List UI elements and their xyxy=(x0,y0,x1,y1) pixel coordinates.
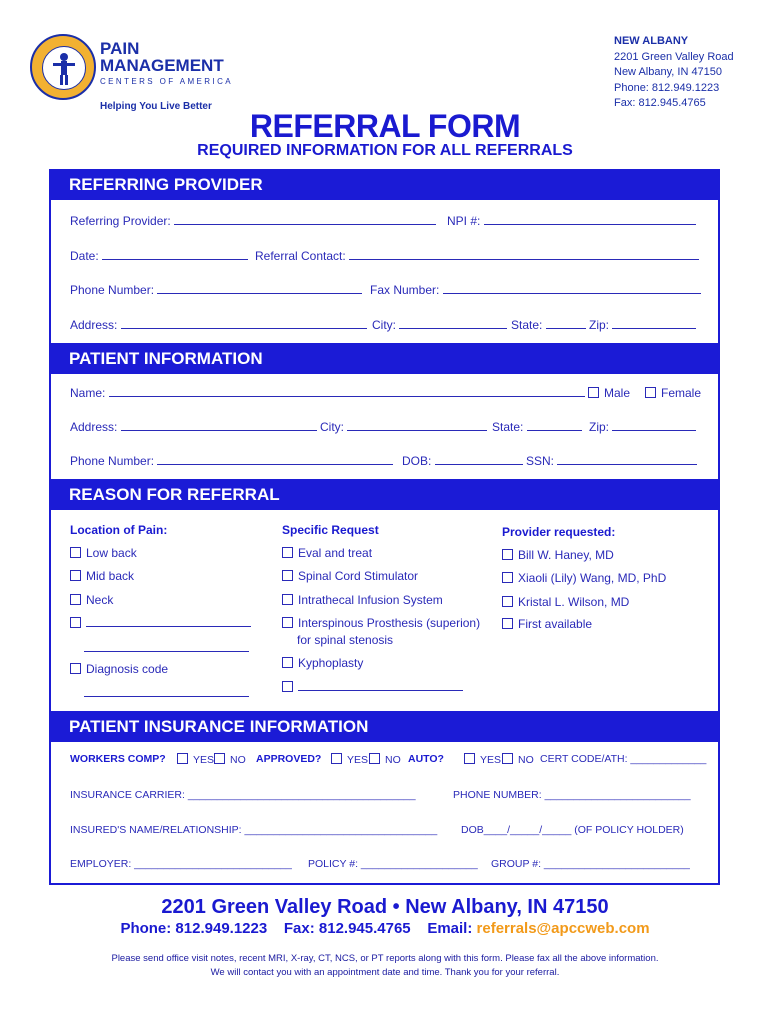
checkbox-icon xyxy=(502,618,513,629)
neck-checkbox[interactable]: Neck xyxy=(70,593,113,607)
patient-city-field[interactable]: City: xyxy=(320,420,487,434)
policy-number-field[interactable]: POLICY #: ____________________ xyxy=(308,858,478,870)
form-title: REFERRAL FORM xyxy=(249,108,521,144)
provider-zip-field[interactable]: Zip: xyxy=(589,318,696,332)
checkbox-icon xyxy=(177,753,188,764)
section-insurance-information: PATIENT INSURANCE INFORMATION xyxy=(49,711,720,742)
checkbox-icon xyxy=(282,617,293,628)
female-checkbox[interactable]: Female xyxy=(645,386,701,400)
footer-contact: Phone: 812.949.1223 Fax: 812.945.4765 Email: referrals@apccweb.com xyxy=(120,920,650,937)
workers-comp-no[interactable]: NO xyxy=(214,753,246,766)
kyphoplasty-checkbox[interactable]: Kyphoplasty xyxy=(282,656,363,670)
checkbox-icon xyxy=(502,572,513,583)
low-back-checkbox[interactable]: Low back xyxy=(70,546,137,560)
logo-subtitle: CENTERS OF AMERICA xyxy=(100,77,233,86)
email-link[interactable]: referrals@apccweb.com xyxy=(476,920,650,937)
section-patient-information: PATIENT INFORMATION xyxy=(49,343,720,374)
eval-treat-checkbox[interactable]: Eval and treat xyxy=(282,546,372,560)
form-subtitle: REQUIRED INFORMATION FOR ALL REFERRALS xyxy=(197,142,573,159)
patient-zip-field[interactable]: Zip: xyxy=(589,420,696,434)
checkbox-icon xyxy=(70,617,81,628)
provider-requested-heading: Provider requested: xyxy=(502,525,616,539)
office-address: NEW ALBANY 2201 Green Valley Road New Albany, IN 47150 Phone: 812.949.1223 Fax: 812.945.4765 xyxy=(614,35,734,109)
insurance-carrier-field[interactable]: INSURANCE CARRIER: _______________________________________ xyxy=(70,789,416,801)
other-location-line[interactable] xyxy=(84,641,249,655)
approved-label: APPROVED? xyxy=(256,753,322,765)
provider-address-field[interactable]: Address: xyxy=(70,318,367,332)
interspinous-prosthesis-checkbox[interactable]: Interspinous Prosthesis (superion) xyxy=(282,616,480,630)
checkbox-icon xyxy=(214,753,225,764)
patient-phone-field[interactable]: Phone Number: xyxy=(70,454,393,468)
other-request-checkbox[interactable] xyxy=(282,680,463,694)
tagline: Helping You Live Better xyxy=(100,101,212,112)
auto-label: AUTO? xyxy=(408,753,444,765)
carrier-phone-field[interactable]: PHONE NUMBER: _________________________ xyxy=(453,789,691,801)
checkbox-icon xyxy=(502,596,513,607)
location-of-pain-heading: Location of Pain: xyxy=(70,523,168,537)
checkbox-icon xyxy=(282,657,293,668)
section-referring-provider: REFERRING PROVIDER xyxy=(49,169,720,200)
provider-state-field[interactable]: State: xyxy=(511,318,586,332)
provider-wilson-checkbox[interactable]: Kristal L. Wilson, MD xyxy=(502,595,629,609)
approved-no[interactable]: NO xyxy=(369,753,401,766)
interspinous-prosthesis-cont: for spinal stenosis xyxy=(297,633,394,647)
specific-request-heading: Specific Request xyxy=(282,523,379,537)
checkbox-icon xyxy=(70,594,81,605)
npi-field[interactable]: NPI #: xyxy=(447,214,696,228)
patient-address-field[interactable]: Address: xyxy=(70,420,317,434)
mid-back-checkbox[interactable]: Mid back xyxy=(70,569,134,583)
logo-emblem xyxy=(30,34,96,100)
checkbox-icon xyxy=(282,594,293,605)
group-number-field[interactable]: GROUP #: _________________________ xyxy=(491,858,690,870)
workers-comp-yes[interactable]: YES xyxy=(177,753,214,766)
other-location-checkbox[interactable] xyxy=(70,616,251,630)
checkbox-icon xyxy=(282,547,293,558)
logo-title: PAIN MANAGEMENT xyxy=(100,39,224,75)
checkbox-icon xyxy=(502,549,513,560)
checkbox-icon xyxy=(502,753,513,764)
approved-yes[interactable]: YES xyxy=(331,753,368,766)
checkbox-icon xyxy=(588,387,599,398)
fax-number-field[interactable]: Fax Number: xyxy=(370,283,701,297)
diagnosis-code-line[interactable] xyxy=(84,686,249,700)
checkbox-icon xyxy=(282,570,293,581)
referral-contact-field[interactable]: Referral Contact: xyxy=(255,249,699,263)
checkbox-icon xyxy=(645,387,656,398)
checkbox-icon xyxy=(282,681,293,692)
patient-dob-field[interactable]: DOB: xyxy=(402,454,523,468)
patient-state-field[interactable]: State: xyxy=(492,420,582,434)
cert-code-field[interactable]: CERT CODE/ATH: _____________ xyxy=(540,753,707,765)
checkbox-icon xyxy=(70,663,81,674)
insured-name-field[interactable]: INSURED'S NAME/RELATIONSHIP: _________________________________ xyxy=(70,824,438,836)
provider-first-available-checkbox[interactable]: First available xyxy=(502,617,592,631)
policy-holder-dob-field[interactable]: DOB____/_____/_____ (OF POLICY HOLDER) xyxy=(461,824,684,836)
referring-provider-field[interactable]: Referring Provider: xyxy=(70,214,436,228)
checkbox-icon xyxy=(70,547,81,558)
diagnosis-code-checkbox[interactable]: Diagnosis code xyxy=(70,662,168,676)
provider-wang-checkbox[interactable]: Xiaoli (Lily) Wang, MD, PhD xyxy=(502,571,666,585)
footer-note: Please send office visit notes, recent MRI, X-ray, CT, NCS, or PT reports along with this form. Please fax all the above information. We will contact you with an appointment date and time. Thank you for your referral. xyxy=(111,953,659,978)
footer-address: 2201 Green Valley Road • New Albany, IN 47150 xyxy=(161,896,609,918)
auto-no[interactable]: NO xyxy=(502,753,534,766)
checkbox-icon xyxy=(464,753,475,764)
checkbox-icon xyxy=(331,753,342,764)
checkbox-icon xyxy=(70,570,81,581)
provider-haney-checkbox[interactable]: Bill W. Haney, MD xyxy=(502,548,614,562)
checkbox-icon xyxy=(369,753,380,764)
date-field[interactable]: Date: xyxy=(70,249,248,263)
figure-icon xyxy=(42,46,86,90)
phone-number-field[interactable]: Phone Number: xyxy=(70,283,362,297)
section-reason-for-referral: REASON FOR REFERRAL xyxy=(49,479,720,510)
intrathecal-infusion-checkbox[interactable]: Intrathecal Infusion System xyxy=(282,593,443,607)
auto-yes[interactable]: YES xyxy=(464,753,501,766)
patient-ssn-field[interactable]: SSN: xyxy=(526,454,697,468)
male-checkbox[interactable]: Male xyxy=(588,386,630,400)
workers-comp-label: WORKERS COMP? xyxy=(70,753,166,765)
spinal-cord-stimulator-checkbox[interactable]: Spinal Cord Stimulator xyxy=(282,569,418,583)
patient-name-field[interactable]: Name: xyxy=(70,386,585,400)
provider-city-field[interactable]: City: xyxy=(372,318,507,332)
employer-field[interactable]: EMPLOYER: ___________________________ xyxy=(70,858,292,870)
